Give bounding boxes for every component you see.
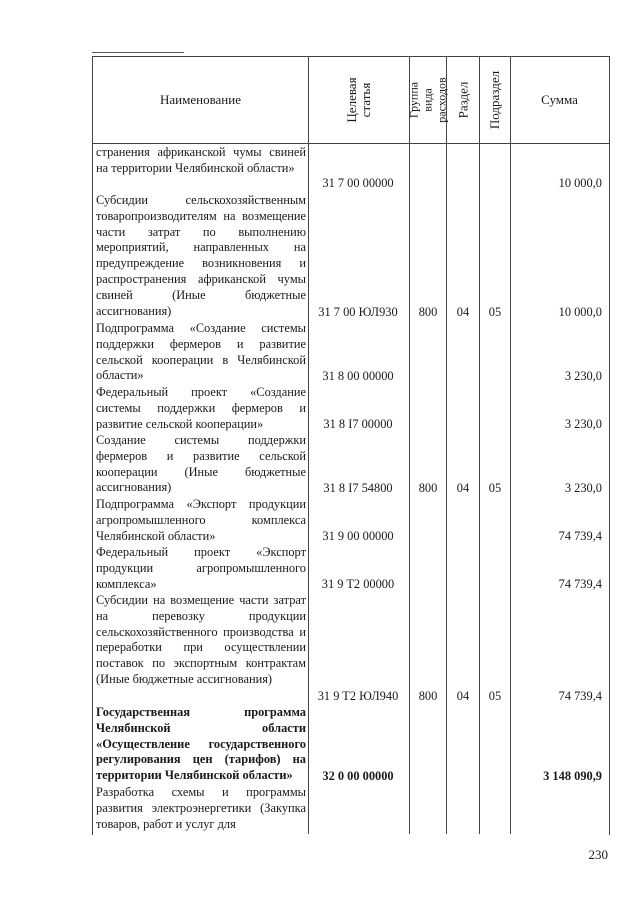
header-section: Раздел [455, 81, 470, 119]
row-section: 04 [456, 305, 470, 319]
row-code: 31 7 00 00000 [322, 176, 394, 190]
row-sum: 3 148 090,9 [543, 769, 602, 783]
row-code: 31 8 I7 00000 [323, 417, 393, 431]
row-subsection: 05 [488, 305, 502, 319]
row-name: Создание системы поддержки фермеров и развитие сельской кооперации (Иные бюджетные ассигнования) [96, 433, 306, 495]
row-subsection: 05 [488, 689, 502, 703]
row-sum: 3 230,0 [564, 369, 602, 383]
header-subsection: Подраздел [487, 70, 503, 130]
header-code: Целевая статья [344, 77, 373, 123]
row-name: Федеральный проект «Экспорт продукции агропромышленного комплекса» [96, 545, 306, 591]
col-divider [479, 56, 480, 834]
row-name: странения африканской чумы свиней на территории Челябинской области» [96, 145, 306, 175]
col-divider [446, 56, 447, 834]
row-name: Субсидии сельскохозяйственным товаропроизводителям на возмещение части затрат по выполнению мероприятий, направленных на предупреждение возникновения и распространения африканской чумы свиней (Иные бюджетные ассигнования) [96, 193, 306, 318]
header-group: Группа вида расходов [407, 77, 449, 123]
row-code: 31 9 00 00000 [322, 529, 394, 543]
row-sum: 10 000,0 [558, 176, 602, 190]
header-divider [92, 143, 609, 144]
row-section: 04 [456, 689, 470, 703]
row-code: 31 7 00 ЮЛ930 [318, 305, 398, 319]
page-number: 230 [588, 847, 608, 862]
row-name: Подпрограмма «Экспорт продукции агропромышленного комплекса Челябинской области» [96, 497, 306, 543]
row-sum: 74 739,4 [558, 689, 602, 703]
row-code: 32 0 00 00000 [322, 769, 394, 783]
header-sum: Сумма [541, 92, 578, 107]
row-code: 31 9 T2 ЮЛ940 [317, 689, 399, 703]
header-name: Наименование [160, 92, 241, 107]
row-name: Федеральный проект «Создание системы поддержки фермеров и развитие сельской кооперации» [96, 385, 306, 431]
col-divider [510, 56, 511, 834]
row-sum: 3 230,0 [564, 417, 602, 431]
row-code: 31 8 00 00000 [322, 369, 394, 383]
row-sum: 3 230,0 [564, 481, 602, 495]
top-short-line [92, 52, 184, 53]
row-group: 800 [418, 305, 438, 319]
row-subsection: 05 [488, 481, 502, 495]
row-section: 04 [456, 481, 470, 495]
row-code: 31 8 I7 54800 [323, 481, 393, 495]
row-sum: 74 739,4 [558, 577, 602, 591]
col-divider [409, 56, 410, 834]
col-divider [308, 56, 309, 834]
row-group: 800 [418, 481, 438, 495]
row-sum: 74 739,4 [558, 529, 602, 543]
row-group: 800 [418, 689, 438, 703]
row-name: Государственная программа Челябинской области «Осуществление государственного регулирования цен (тарифов) на территории Челябинской области» [96, 705, 306, 783]
row-code: 31 9 T2 00000 [321, 577, 395, 591]
row-sum: 10 000,0 [558, 305, 602, 319]
row-name: Субсидии на возмещение части затрат на перевозку продукции сельскохозяйственного производства и переработки при осуществлении поставок по экспортным контрактам (Иные бюджетные ассигнования) [96, 593, 306, 686]
row-name: Подпрограмма «Создание системы поддержки фермеров и развитие сельской кооперации в Челябинской области» [96, 321, 306, 383]
row-name: Разработка схемы и программы развития электроэнергетики (Закупка товаров, работ и услуг для [96, 785, 306, 831]
